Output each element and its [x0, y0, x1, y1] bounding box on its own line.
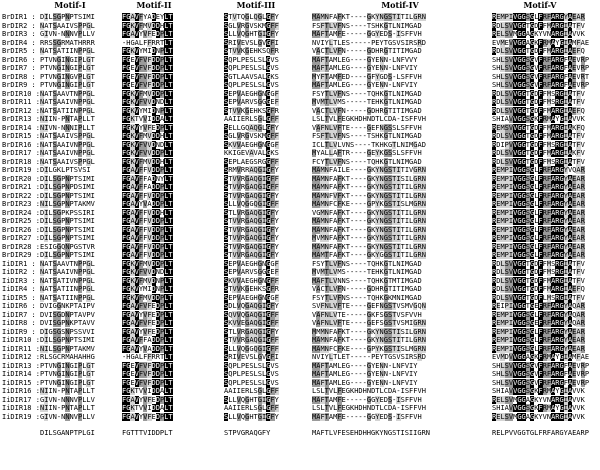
- motif-sequence: FGKVFMVDDPLT: [122, 89, 173, 98]
- motif-sequence: AAIIERLSGLGFF: [224, 404, 279, 412]
- motif-sequence: REMPIVGGSGLFRFARGYAEAR: [492, 242, 585, 251]
- motif-sequence: NIIN-PNTAPLLT: [40, 404, 95, 412]
- motif-sequence: STVVRGAQGIGFY: [224, 234, 279, 242]
- motif-sequence: REMPIVGGSGLFRFARGYAEAR: [492, 183, 585, 191]
- motif-sequence: FGEVFVFDDPLT: [122, 378, 173, 387]
- motif-sequence: SHIAVVGGSGKFRMAYGIAVVK: [492, 387, 585, 395]
- motif-sequence: SQPLPESLSLGVS: [224, 81, 279, 89]
- motif-sequence: MAFTAMFE-----GGYEDS-ISFFVH: [312, 395, 422, 404]
- motif-sequence: SHLSVVGGSGVFRFARGFAEVRP: [492, 370, 590, 378]
- motif-sequence: MAFTAMFE-----GGYEDS-ISFFVH: [312, 412, 422, 421]
- motif-sequence: REMPIVGGSGLFRFARGYAEAR: [492, 327, 585, 336]
- motif-sequence: FSYTLVFNS----TQHKGTLNIMGAD: [312, 89, 422, 98]
- motif-sequence: RDLSVVGGTGDFFMSRGIATFV: [492, 268, 585, 276]
- motif-sequence: SKVVAEGHGNGFF: [224, 276, 279, 285]
- motif-sequence: REMPIVGGSGLFRFARGYAEAR: [492, 174, 585, 183]
- motif-sequence: MAMNFAFKT----GKYNGSTITILGRN: [312, 183, 426, 191]
- motif-sequence: SQPLPESLSLGVS: [224, 55, 279, 64]
- motif-sequence: SDLVQGAQGIGFY: [224, 302, 279, 310]
- motif-sequence: FGAVYVFEDPLT: [122, 395, 173, 404]
- motif-sequence: FGKVFVVDNDLT: [122, 98, 173, 106]
- motif-sequence: SLLVQGHTGIGFY: [224, 412, 279, 421]
- sequence-label: BrDIR16 :: [2, 140, 40, 149]
- sequence-label: BrDIR7 :: [2, 64, 36, 72]
- motif-header: Motif-IV: [381, 0, 419, 10]
- motif-sequence: SRMVRRAQGIGFY: [224, 166, 279, 174]
- motif-sequence: FGKVYMIDNPLT: [122, 106, 173, 115]
- sequence-label: BrDIR22 :: [2, 191, 40, 200]
- motif-sequence: FGKVFMVDNPLT: [122, 276, 173, 285]
- motif-sequence: VGMNFAFKT----GKYNGSTITILGRN: [312, 208, 426, 217]
- motif-sequence: STVVRGAQGIGFF: [224, 183, 279, 191]
- sequence-label: BrDIR8 :: [2, 72, 36, 81]
- motif-sequence: MYALLAFTR----GEYKGSSLSFFVH: [312, 149, 422, 157]
- sequence-label: BrDIR23 :: [2, 200, 40, 208]
- motif-sequence: FGEVFVFDDPLT: [122, 55, 173, 64]
- motif-sequence: REMPIVGGSGLFRFARGYAEAR: [492, 251, 585, 259]
- motif-sequence: DILSGPNPTSIMI: [40, 336, 95, 344]
- motif-sequence: FGKVFVVDNDLT: [122, 268, 173, 276]
- motif-sequence: MAMNFCFKE----GPYKGSTISLMGRN: [312, 200, 426, 208]
- motif-sequence: DILSGPNPDSIMI: [40, 183, 95, 191]
- motif-sequence: FGAVFFADDPLT: [122, 336, 173, 344]
- consensus-sequence: STPVGRAQGFY: [224, 429, 271, 437]
- motif-sequence: NILSGPNPTAKMV: [40, 344, 95, 353]
- motif-sequence: MAFTAMLEG----GYENN-LNFVIY: [312, 81, 418, 89]
- motif-sequence: MAMNFAFKT----GKYNGSTITILGRN: [312, 242, 426, 251]
- motif-sequence: SLLVQGHTGIGFY: [224, 395, 279, 404]
- sequence-label: IiDIR18 :: [2, 404, 40, 412]
- motif-sequence: NATSAAVTNPPGL: [40, 259, 95, 268]
- motif-sequence: AAIIERLSGLGFF: [224, 387, 279, 395]
- motif-sequence: FGKVFMVDDPLT: [122, 259, 173, 268]
- motif-sequence: RDLSVVGGTGDFFMSRGIATFV: [492, 98, 585, 106]
- motif-sequence: REMPIVGGSGLFRFARGYAEAR: [492, 336, 585, 344]
- motif-sequence: SQPLPESLSLGVS: [224, 370, 279, 378]
- sequence-label: BrDIR19 :: [2, 166, 40, 174]
- motif-sequence: MAFTAMLEG----GYENN-LNFVIY: [312, 378, 418, 387]
- motif-sequence: MAMNFAFKT----GKYNGSTITILGRN: [312, 336, 426, 344]
- motif-sequence: REMPIVGGSGLFRFARGYAEAR: [492, 225, 585, 234]
- motif-sequence: SQPLPESLSLGVS: [224, 378, 279, 387]
- motif-sequence: SLLVQGGQGIGFF: [224, 200, 279, 208]
- motif-sequence: STVVRGAQGIGFY: [224, 242, 279, 251]
- motif-sequence: PTVNGINGIPLGT: [40, 361, 95, 370]
- sequence-label: BrDIR13 :: [2, 115, 40, 123]
- motif-sequence: SKVVAEGHGNGGF: [224, 140, 279, 149]
- motif-sequence: STVVKGEHKSQFR: [224, 47, 279, 55]
- motif-sequence: NATSAAIVNPPGL: [40, 268, 95, 276]
- motif-sequence: PTVNGINGIPLGT: [40, 55, 95, 64]
- motif-sequence: PTVNGINGVPLGT: [40, 72, 95, 81]
- motif-sequence: RDLSVVGGTGDFFMARGIATFV: [492, 276, 585, 285]
- motif-sequence: DILGKLPTSVSI: [40, 166, 91, 174]
- motif-sequence: MAFTAMLEG----GYENN-LNFVVY: [312, 55, 418, 64]
- motif-sequence: SQPLPESLSLGVS: [224, 64, 279, 72]
- motif-sequence: FGAVFFVDDPLT: [122, 166, 173, 174]
- motif-sequence: NATSAAIVNPPGL: [40, 149, 95, 157]
- sequence-label: BrDIR11 :: [2, 98, 40, 106]
- motif-sequence: REMPIVGGSGLFRFARGYAEAR: [492, 217, 585, 225]
- sequence-label: IiDIR12 :: [2, 353, 40, 361]
- motif-sequence: FGKVFMVDDHLT: [122, 132, 173, 140]
- motif-sequence: REMPIVGGSGLFRFARGYAEAR: [492, 200, 585, 208]
- motif-sequence: STLVRGAQGIGFY: [224, 327, 279, 336]
- motif-sequence: FGKVYMIDNPLT: [122, 285, 173, 293]
- motif-sequence: FGAVFVFEDPLT: [122, 302, 173, 310]
- motif-sequence: REMPIVGGSGLFRFARGYAEAR: [492, 344, 585, 353]
- motif-sequence: NATSAAIVSPPGL: [40, 132, 95, 140]
- motif-sequence: FSFTLVFNS----TSHKGTLNIMGAD: [312, 21, 422, 30]
- motif-sequence: FGAVFFVDDPLT: [122, 191, 173, 200]
- motif-sequence: VAFNLVFTE----GEFNGSSLSFFVH: [312, 123, 422, 132]
- motif-sequence: FGAVFFVDDHLT: [122, 208, 173, 217]
- motif-sequence: DILSGPNPTSIMI: [40, 217, 95, 225]
- sequence-label: IiDIR16 :: [2, 387, 40, 395]
- motif-sequence: MAMNFVFKT----GKYNGSTITILGRN: [312, 191, 426, 200]
- motif-sequence: FGAVFVFEDPLT: [122, 319, 173, 327]
- motif-sequence: REMSVVGGTGDFFMARGIAKFQ: [492, 123, 585, 132]
- motif-sequence: FGEVFVFDDPLT: [122, 81, 173, 89]
- motif-sequence: RDLSVVGGTGDFFMARGIAKFV: [492, 149, 585, 157]
- motif-sequence: FGKVYMIDNPLT: [122, 47, 173, 55]
- sequence-label: BrDIR17 :: [2, 149, 40, 157]
- motif-sequence: DILSGPNPTSIMI: [40, 234, 95, 242]
- sequence-label: BrDIR21 :: [2, 183, 40, 191]
- motif-sequence: NATSAAIVNPPGL: [40, 140, 95, 149]
- motif-sequence: NVIYLTLET-----PEYTGSVSIRSRD: [312, 353, 426, 361]
- motif-sequence: FGAVFFVDDPLT: [122, 242, 173, 251]
- motif-sequence: FGAVFFVDDPLT: [122, 225, 173, 234]
- motif-sequence: AAIIERLSGLGFF: [224, 115, 279, 123]
- motif-sequence: FGKVFVVDDPLT: [122, 149, 173, 157]
- motif-sequence: VAFNLVTE-----GKFSGSTVSFVVH: [312, 310, 422, 319]
- motif-sequence: DILSGPNPTSIMI: [40, 174, 95, 183]
- motif-sequence: RELSVMGGAGKYVNARGIAVVK: [492, 30, 585, 38]
- motif-sequence: LSLTVLFEGKHDHNDTLCDA-ISFFVH: [312, 115, 426, 123]
- motif-sequence: SRIVEVSLGVGFI: [224, 353, 279, 361]
- motif-sequence: FGEVFVFDDPLT: [122, 361, 173, 370]
- motif-sequence: SEPVAEGHGNGGF: [224, 259, 279, 268]
- sequence-label: IiDIR3 :: [2, 276, 36, 285]
- motif-sequence: VACTLVFN-----GDHRGTITIMGAD: [312, 47, 422, 55]
- motif-sequence: SVFNLVFTE----GEFNGSTVSMVGQN: [312, 302, 426, 310]
- motif-sequence: MAMTFAFKT----GKYGGSTITILGRN: [312, 251, 426, 259]
- motif-sequence: REMPIVGGSGLFRFARGYAEAR: [492, 208, 585, 217]
- motif-sequence: FGAVFFVDDPLT: [122, 234, 173, 242]
- motif-sequence: NIVN-NNNIPLLT: [40, 123, 95, 132]
- motif-sequence: RDLSVVGGTGDFFMARGIATFV: [492, 132, 585, 140]
- motif-sequence: NIIN-PNTAPLLT: [40, 115, 95, 123]
- motif-sequence: SEPLAEGSRGGFF: [224, 157, 279, 166]
- sequence-label: IiDIR7 :: [2, 310, 36, 319]
- sequence-label: BrDIR18 :: [2, 157, 40, 166]
- motif-sequence: VAFNLVFTE----GEFSGSTVSMIGRN: [312, 319, 426, 327]
- sequence-label: BrDIR28 :: [2, 242, 40, 251]
- motif-sequence: RDIPVVGGTGDFFMSRGIATFV: [492, 140, 585, 149]
- motif-sequence: SEPVAEGHGNGGF: [224, 293, 279, 302]
- motif-sequence: REMPIVGGSGLFRFARGYAQAR: [492, 310, 585, 319]
- motif-sequence: STVVKGEHKSGFR: [224, 285, 279, 293]
- sequence-label: BrDIR10 :: [2, 89, 40, 98]
- motif-sequence: SQVVQGAQGIGFF: [224, 310, 279, 319]
- sequence-label: BrDIR12 :: [2, 106, 40, 115]
- motif-sequence: FGAVFFADNYLT: [122, 174, 173, 183]
- motif-sequence: NATSATIINPPGL: [40, 106, 95, 115]
- motif-sequence: NIIN-PNTAPLLT: [40, 387, 95, 395]
- sequence-label: BrDIR24 :: [2, 208, 40, 217]
- motif-sequence: NATSATIINPPGL: [40, 285, 95, 293]
- motif-sequence: NATSAAIVSPPGL: [40, 21, 95, 30]
- motif-sequence: NATSATIINPPGL: [40, 293, 95, 302]
- motif-header: Motif-V: [523, 0, 557, 10]
- motif-sequence: MAMNFAILE----GKYNGSTITIVGRN: [312, 166, 426, 174]
- motif-sequence: FSYTLVFNS----TQHKGKMNIMGAD: [312, 293, 422, 302]
- motif-sequence: DILSGPNPTSIMI: [40, 251, 95, 259]
- motif-sequence: MVMTLVMS-----TEHKGTLNIMGAD: [312, 98, 422, 106]
- motif-sequence: MVMNFAFKT----GKYNGSTITILGRN: [312, 234, 426, 242]
- motif-sequence: RDLSVVGGTGDFFMSRGIATFV: [492, 259, 585, 268]
- motif-sequence: MAMNFAFKT----GKYNGSTITILGRN: [312, 13, 426, 21]
- motif-sequence: SEPVARVSGGGEF: [224, 268, 279, 276]
- sequence-label: BrDIR5 :: [2, 47, 36, 55]
- motif-sequence: FGAVFFADDPLT: [122, 183, 173, 191]
- motif-sequence: FSYTLVFNS----TQHKGTLNIMGAD: [312, 259, 422, 268]
- motif-sequence: MAFTAMLEG----GYENN-LNFVIY: [312, 370, 418, 378]
- motif-sequence: RDLSVVGGTGDFFMARGIATFV: [492, 21, 585, 30]
- motif-sequence: GIVN-NNNVPLLV: [40, 30, 95, 38]
- motif-sequence: FSFTLVFNS----TSHKGTLNIMGAD: [312, 132, 422, 140]
- motif-sequence: RDLSVVGGTGDFFMARGIAEFQ: [492, 106, 585, 115]
- motif-sequence: FGEVFVFDDPLT: [122, 72, 173, 81]
- consensus-sequence: MAFTLVFESEHDHHGKYNGSTISIIGRN: [312, 429, 431, 437]
- motif-sequence: PTVNGINGIPLGT: [40, 81, 95, 89]
- motif-sequence: SEPVAEGHGNGGF: [224, 89, 279, 98]
- motif-sequence: KKIGEVAVALGKS: [224, 149, 279, 157]
- motif-sequence: EVMEVVGGAGKFRMAYGIAMFAE: [492, 38, 590, 47]
- motif-sequence: SHLSVVGGSGVFRFARGFAEVRP: [492, 55, 590, 64]
- sequence-label: IiDIR14 :: [2, 370, 40, 378]
- sequence-label: IiDIR11 :: [2, 344, 40, 353]
- motif-sequence: DILSGPNPTSIMI: [40, 191, 95, 200]
- motif-sequence: NATSAAIVNPPGL: [40, 98, 95, 106]
- motif-sequence: NVIYLTLES-----PEYTGSVSIRSRD: [312, 38, 426, 47]
- motif-sequence: RDLSVVGGTGDFFMARGIAEFQ: [492, 285, 585, 293]
- sequence-label: BrDIR9 :: [2, 81, 36, 89]
- consensus-sequence: FGTTTVIDDPLT: [122, 429, 173, 437]
- motif-sequence: LSLTVLFEGKHDHNDTLCDA-ISFFVH: [312, 404, 426, 412]
- motif-sequence: NATSATIVNPPGL: [40, 276, 95, 285]
- motif-sequence: FGAVYVADDPLT: [122, 344, 173, 353]
- motif-sequence: SRIVEVSLGVGFI: [224, 38, 279, 47]
- motif-header: Motif-III: [236, 0, 276, 10]
- sequence-label: IiDIR13 :: [2, 361, 40, 370]
- motif-sequence: MAFTAMLEG----GYENN-LNFVIY: [312, 361, 418, 370]
- motif-sequence: MAMNFAFKT----GKYNGSTITILGRN: [312, 225, 426, 234]
- sequence-label: BrDIR26 :: [2, 225, 40, 234]
- sequence-label: BrDIR29 :: [2, 251, 40, 259]
- motif-sequence: SEPVARVSGGGEF: [224, 98, 279, 106]
- sequence-label: IiDIR2 :: [2, 268, 36, 276]
- motif-sequence: REMPIVGGSGLFRFARGYAEAR: [492, 234, 585, 242]
- motif-sequence: DILSGPNPTSIMI: [40, 13, 95, 21]
- motif-sequence: STVVRGAQGIGFF: [224, 174, 279, 183]
- motif-sequence: NATSAAVTNPPGL: [40, 89, 95, 98]
- motif-sequence: DVISGDNPTAVPV: [40, 310, 95, 319]
- motif-sequence: FGEVFVFDDPLT: [122, 64, 173, 72]
- sequence-label: IiDIR19 :: [2, 412, 40, 421]
- motif-sequence: FGKTVVIDDALT: [122, 404, 173, 412]
- motif-sequence: STVVRGAQGIGFY: [224, 251, 279, 259]
- motif-header: Motif-II: [136, 0, 172, 10]
- motif-sequence: RDLSVVGGTGDFFMSRGIATFV: [492, 89, 585, 98]
- motif-sequence: SGTLAAVSALGKS: [224, 72, 279, 81]
- motif-sequence: MAMNFAFKT----GKYNGSTITILGRN: [312, 217, 426, 225]
- motif-sequence: FCYTLVFNS----TQHKGTLNIMGAD: [312, 157, 422, 166]
- sequence-label: BrDIR6 :: [2, 55, 36, 64]
- motif-sequence: MYFTAMFED----GFYGDS-LSFFVH: [312, 72, 422, 81]
- motif-sequence: MAFTAMFE-----GGYEDS-ISFFVH: [312, 30, 422, 38]
- sequence-label: IiDIR9 :: [2, 327, 36, 336]
- motif-sequence: SHIAVVGGSGKFRMAYGIAVVK: [492, 404, 585, 412]
- motif-sequence: FGAVYVFEDPLT: [122, 30, 173, 38]
- motif-sequence: STVVRGAQGIGFY: [224, 225, 279, 234]
- motif-sequence: MAMNFAFKT----GKYNGSTISILGRN: [312, 174, 426, 183]
- motif-sequence: DILSGPNPTSIMI: [40, 225, 95, 234]
- sequence-label: BrDIR3 :: [2, 30, 36, 38]
- motif-sequence: NATSATIINPPGL: [40, 47, 95, 55]
- motif-sequence: SGLVRGVSKMGFF: [224, 21, 279, 30]
- motif-sequence: ESIGGQNPGSTVR: [40, 242, 95, 251]
- motif-sequence: RDLSVVGGTGDFFMSRGIATFV: [492, 157, 585, 166]
- motif-sequence: GIVN-NNNVPLLV: [40, 395, 95, 404]
- motif-sequence: -HGALFFRRTLT: [122, 38, 173, 47]
- motif-sequence: RRSSGRMATHRRR: [40, 38, 95, 47]
- motif-sequence: STVVRGAQGIGFF: [224, 336, 279, 344]
- motif-sequence: FGKTVVIDDALT: [122, 387, 173, 395]
- motif-sequence: SGLVRGVSKMGFF: [224, 132, 279, 140]
- motif-sequence: SLLVQGGQGIGFF: [224, 344, 279, 353]
- motif-sequence: STVTQGLQGLGFY: [224, 13, 279, 21]
- motif-sequence: FGKVYVFEDPLT: [122, 123, 173, 132]
- motif-sequence: SHLSVVGGSGVFRFARGFAEVRP: [492, 81, 590, 89]
- motif-sequence: REIPIVGGTGEFRFARGYAQAR: [492, 302, 585, 310]
- sequence-label: BrDIR20 :: [2, 174, 40, 183]
- sequence-label: BrDIR27 :: [2, 234, 40, 242]
- motif-sequence: FGAVYVFEDPLT: [122, 412, 173, 421]
- sequence-label: BrDIR14 :: [2, 123, 40, 132]
- motif-sequence: STLVRGAQGIGFY: [224, 208, 279, 217]
- motif-sequence: SHLSVVGGSGVFRFARGFAEVRT: [492, 72, 590, 81]
- motif-sequence: FGAVFFVDDPLT: [122, 217, 173, 225]
- motif-sequence: REMPIVGGSGLFRFARGYVQAR: [492, 166, 585, 174]
- consensus-sequence: RELPVVGGTGLFRFARGYAEARP: [492, 429, 589, 437]
- sequence-label: BrDIR2 :: [2, 21, 36, 30]
- sequence-label: BrDIR15 :: [2, 132, 40, 140]
- motif-sequence: FGKVFMVDDPLT: [122, 293, 173, 302]
- motif-sequence: FGKVFMVDDHLT: [122, 157, 173, 166]
- sequence-label: IiDIR5 :: [2, 293, 36, 302]
- motif-sequence: NILSGPNPTAKMV: [40, 200, 95, 208]
- motif-sequence: DIGSGSNPSSVVI: [40, 327, 95, 336]
- motif-sequence: FGAVFFVDDPLT: [122, 251, 173, 259]
- sequence-label: IiDIR1 :: [2, 259, 36, 268]
- motif-sequence: SKVVEGAQGIGFF: [224, 319, 279, 327]
- motif-sequence: REMPIVGGSGLFRFARGYAEAR: [492, 191, 585, 200]
- sequence-label: IiDIR10 :: [2, 336, 40, 344]
- motif-sequence: DVIGGNKPTAIPV: [40, 302, 95, 310]
- consensus-sequence: DILSGANPTPLGI: [40, 429, 95, 437]
- motif-sequence: MMMNFAFKT----GKYNGSTISILGRN: [312, 327, 426, 336]
- motif-sequence: RDLSVVGGTGDFFMARGIAEFQ: [492, 47, 585, 55]
- motif-sequence: NATSAAIVSPPGL: [40, 157, 95, 166]
- motif-sequence: PTVNGINGIPLGT: [40, 370, 95, 378]
- motif-sequence: STVVRGAQGIGFY: [224, 217, 279, 225]
- sequence-label: BrDIR4 :: [2, 38, 36, 47]
- motif-sequence: LSLTVLFEGKHDHNDTLCDA-ISFFVH: [312, 387, 426, 395]
- sequence-label: BrDIR25 :: [2, 217, 40, 225]
- motif-sequence: RLSGCRMAHAHHG: [40, 353, 95, 361]
- motif-sequence: -HGALFFRRTLT: [122, 353, 173, 361]
- sequence-label: IiDIR17 :: [2, 395, 40, 404]
- motif-sequence: ICLTLVLVNS----TKHKGTLNIMGAD: [312, 140, 426, 149]
- motif-sequence: EVMDVVGGAGKFRMAYGIAMFAE: [492, 353, 590, 361]
- sequence-label: IiDIR6 :: [2, 302, 36, 310]
- motif-sequence: SELLGQAQGLGFY: [224, 123, 279, 132]
- motif-sequence: STVVRGAQGIGFY: [224, 191, 279, 200]
- motif-header: Motif-I: [54, 0, 86, 10]
- motif-sequence: MVMTLVMS-----TEHKGTLNIMGAD: [312, 268, 422, 276]
- motif-sequence: VACTLVFN-----GDHRGTITIMGAD: [312, 106, 422, 115]
- motif-sequence: MAFTLVNNS----TQHKGTMTIMGAD: [312, 276, 422, 285]
- motif-sequence: FGAVYVFEDPLT: [122, 327, 173, 336]
- motif-sequence: REMPIVGGSGEFRFARGYAQAR: [492, 319, 585, 327]
- sequence-label: BrDIR1 :: [2, 13, 36, 21]
- sequence-label: IiDIR8 :: [2, 319, 36, 327]
- motif-sequence: GIVN-NNNVPLLV: [40, 412, 95, 421]
- motif-sequence: SQPLPESLSLGVS: [224, 361, 279, 370]
- motif-sequence: REMPIVGGSGLFRFARGYAEAR: [492, 13, 585, 21]
- motif-sequence: FGKVFMVDDHLT: [122, 21, 173, 30]
- motif-sequence: MAMNFCFKE----GPYKGSTISLMGRN: [312, 344, 426, 353]
- motif-sequence: SHLSVVGGSGVFRFARGFAEVRP: [492, 378, 590, 387]
- motif-sequence: SHLSVVGGSGVFRFARGFAEVRP: [492, 361, 590, 370]
- motif-sequence: FGKTVVIDDALT: [122, 115, 173, 123]
- sequence-label: IiDIR4 :: [2, 285, 36, 293]
- motif-sequence: SHIAVVGGSGKFRMAYGIAVVK: [492, 115, 585, 123]
- motif-sequence: SLLVQGHTGIGFY: [224, 30, 279, 38]
- motif-sequence: FGEVFVFDDPLT: [122, 370, 173, 378]
- motif-sequence: STVVKGEHKSGFR: [224, 106, 279, 115]
- motif-sequence: DVISGPNKPTAVV: [40, 319, 95, 327]
- motif-sequence: PTVNGINGIPLGT: [40, 378, 95, 387]
- motif-sequence: SHLSVVGGSGVFRFARGFAEVRP: [492, 64, 590, 72]
- motif-sequence: FGKVFVVDNDLT: [122, 140, 173, 149]
- sequence-label: IiDIR15 :: [2, 378, 40, 387]
- motif-sequence: RELSVMGGAGKYVNARGIAVVK: [492, 395, 585, 404]
- motif-sequence: RELSVMGGAGKYVNARGIAVVK: [492, 412, 585, 421]
- motif-sequence: FGAVYVFEDPLT: [122, 310, 173, 319]
- motif-sequence: PTVNGINGIPLGT: [40, 64, 95, 72]
- motif-sequence: RDLSVVGGTGDFLMSRGIATFV: [492, 293, 585, 302]
- motif-sequence: MAFTAMLEG----GYENN-LNFVIY: [312, 64, 418, 72]
- motif-sequence: FGAVFYADEYLT: [122, 13, 173, 21]
- motif-sequence: VACTLVFN-----GDHRGTITIMGAD: [312, 285, 422, 293]
- motif-sequence: FGAVYVADDPLT: [122, 200, 173, 208]
- motif-sequence: DILSGPKPSSIRI: [40, 208, 95, 217]
